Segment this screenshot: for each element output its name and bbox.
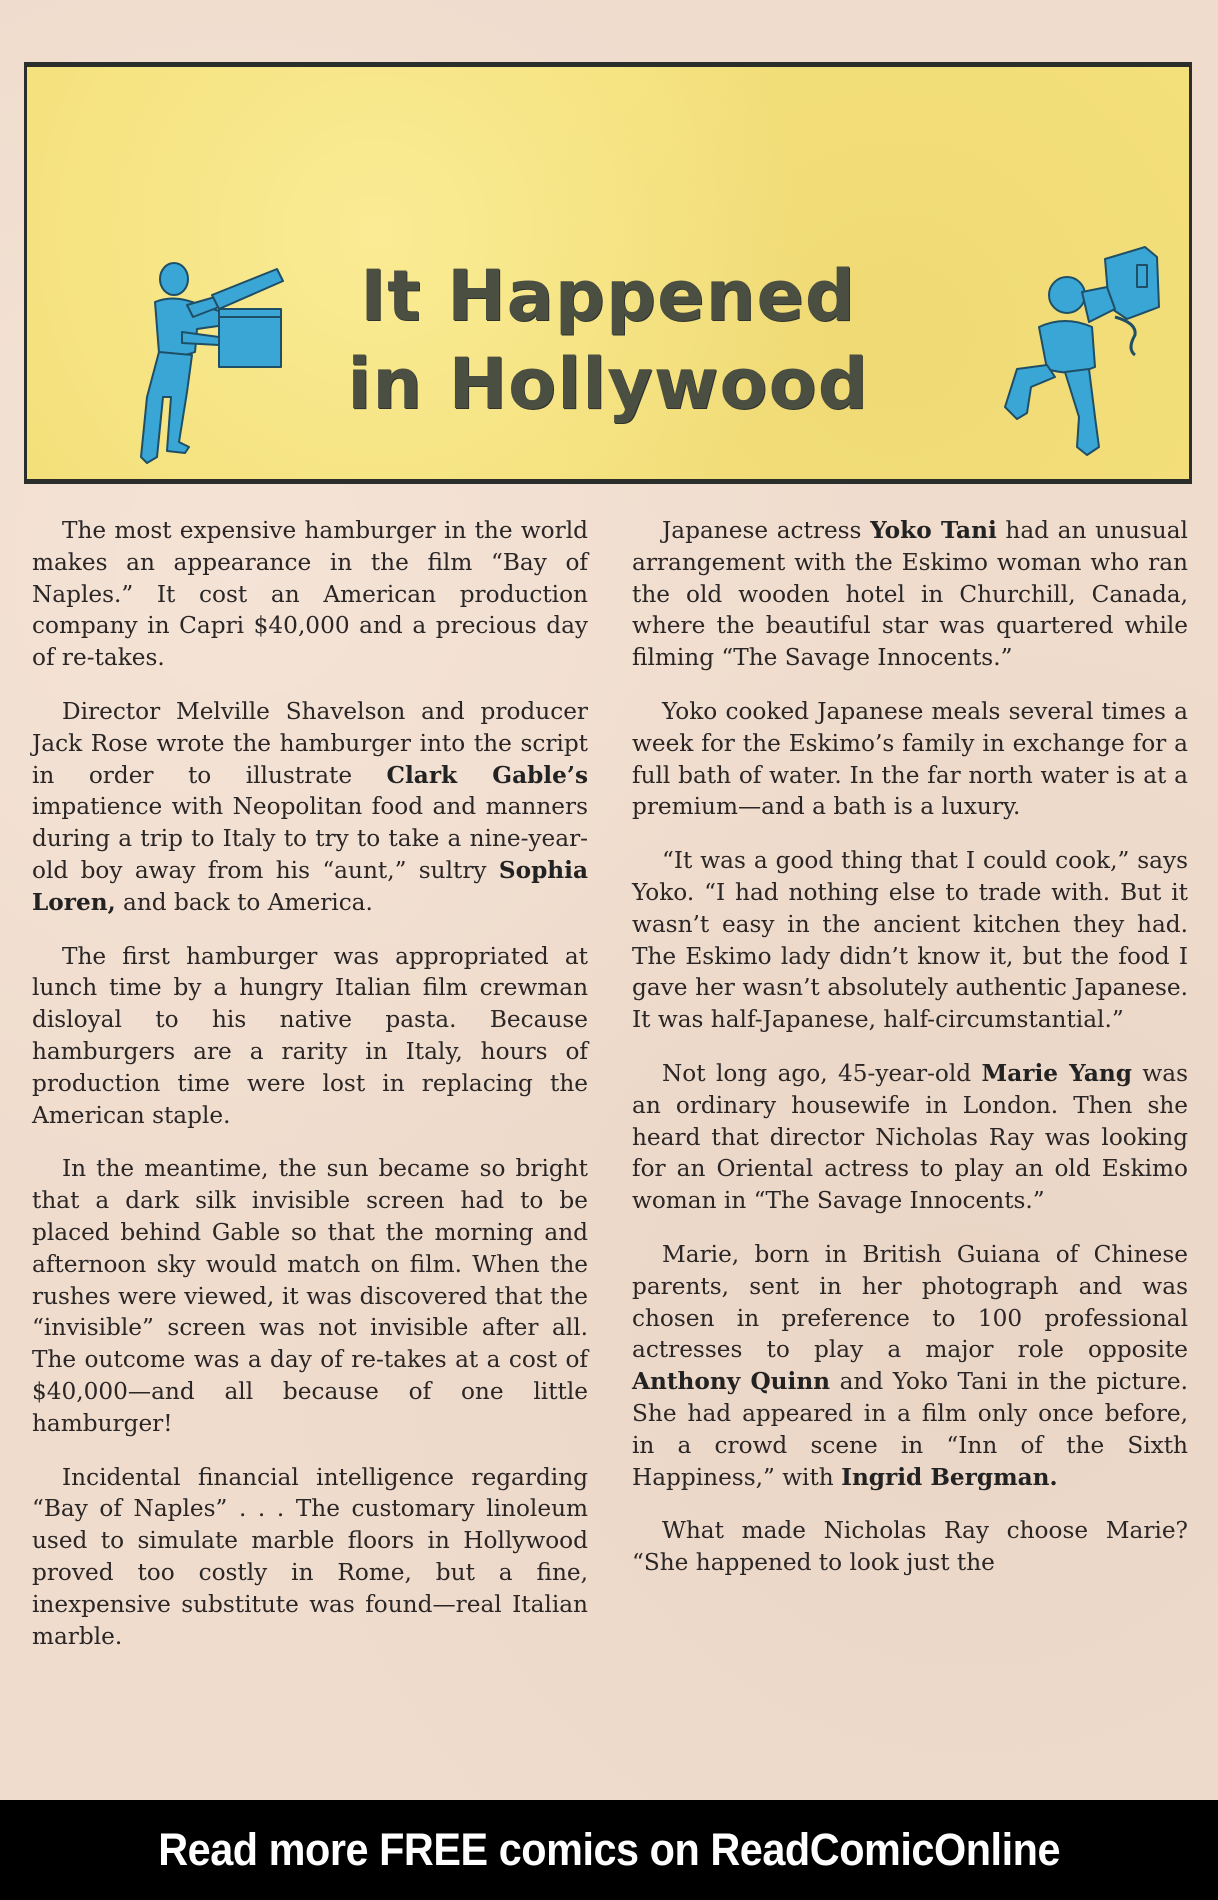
article-paragraph <box>32 941 588 1132</box>
banner-title-line-1: It Happened <box>360 255 856 337</box>
article-paragraph <box>32 1462 588 1653</box>
paragraph-text: The most expensive hamburger in the world makes an appearance in the film “Bay of Naples.” It cost an American production company in Capri $40,000 and a precious day of re-takes. <box>32 517 588 672</box>
promo-footer-bar[interactable] <box>0 1800 1218 1900</box>
article-column-right <box>632 515 1188 1601</box>
paragraph-text: and Yoko Tani in the picture. She had appeared in a film only once before, in a crowd scene in “Inn of the Sixth Happiness,” with <box>632 1368 1188 1491</box>
article-paragraph <box>632 845 1188 1036</box>
paragraph-text: The first hamburger was appropriated at lunch time by a hungry Italian film crewman disloyal to his native pasta. Because hamburgers are a rarity in Italy, hours of production time were lost in replacing the American staple. <box>32 942 588 1129</box>
paragraph-text: Not long ago, 45-year-old <box>662 1059 982 1087</box>
bold-name: Marie Yang <box>981 1059 1132 1087</box>
promo-footer-link[interactable]: Read more FREE comics on ReadComicOnline <box>158 1824 1060 1875</box>
article-paragraph <box>632 1515 1188 1579</box>
article-paragraph <box>632 1239 1188 1493</box>
article-paragraph <box>632 515 1188 674</box>
paragraph-text: impatience with Neopolitan food and manners during a trip to Italy to try to take a nine-year-old boy away from his “aunt,” sultry <box>32 793 588 884</box>
paragraph-text: Marie, born in British Guiana of Chinese parents, sent in her photograph and was chosen in preference to 100 professional actresses to play a major role opposite <box>632 1240 1188 1364</box>
paragraph-text: was an ordinary housewife in London. Then she heard that director Nicholas Ray was looking for an Oriental actress to play an old Eskimo woman in “The Savage Innocents.” <box>632 1059 1188 1215</box>
paragraph-text: had an unusual arrangement with the Eskimo woman who ran the old wooden hotel in Churchill, Canada, where the beautiful star was quartered while filming “The Savage Innocents.” <box>632 517 1188 672</box>
article-column-left <box>32 515 588 1674</box>
article-paragraph <box>32 696 588 919</box>
banner-title-line-2: in Hollywood <box>347 343 869 425</box>
bold-name: Ingrid Bergman. <box>841 1463 1058 1491</box>
paragraph-text: Director Melville Shavelson and producer Jack Rose wrote the hamburger into the script in order to illustrate <box>32 697 588 789</box>
paragraph-text: “It was a good thing that I could cook,” says Yoko. “I had nothing else to trade with. But it wasn’t easy in the ancient kitchen they had. The Eskimo lady didn’t know it, but the food I gave her wasn’t absolutely authentic Japanese. It was half-Japanese, half-circumstantial.” <box>632 847 1188 1034</box>
bold-name: Sophia Loren, <box>32 856 588 916</box>
paragraph-text: and back to America. <box>115 888 373 916</box>
paragraph-text: Incidental financial intelligence regarding “Bay of Naples” . . . The customary linoleum used to simulate marble floors in Hollywood proved too costly in Rome, but a fine, inexpensive substitute was found—real Italian marble. <box>32 1463 588 1650</box>
article-paragraph <box>32 515 588 674</box>
paragraph-text: In the meantime, the sun became so bright that a dark silk invisible screen had to be placed behind Gable so that the morning and afternoon sky would match on film. When the rushes were viewed, it was discovered that the “invisible” screen was not invisible after all. The outcome was a day of re-takes at a cost of $40,000—and all because of one little hamburger! <box>32 1155 588 1437</box>
article-paragraph <box>632 696 1188 823</box>
paragraph-text: Yoko cooked Japanese meals several times a week for the Eskimo’s family in exchange for a full bath of water. In the far north water is at a premium—and a bath is a luxury. <box>632 697 1188 821</box>
paragraph-text: What made Nicholas Ray choose Marie? “She happened to look just the <box>632 1517 1188 1577</box>
article-paragraph <box>632 1058 1188 1217</box>
paragraph-text: Japanese actress <box>662 517 871 544</box>
bold-name: Clark Gable’s <box>386 761 588 789</box>
bold-name: Yoko Tani <box>870 517 997 544</box>
title-banner <box>24 62 1192 484</box>
cameraman-icon <box>987 237 1162 462</box>
bold-name: Anthony Quinn <box>632 1368 831 1396</box>
article-paragraph <box>32 1153 588 1439</box>
